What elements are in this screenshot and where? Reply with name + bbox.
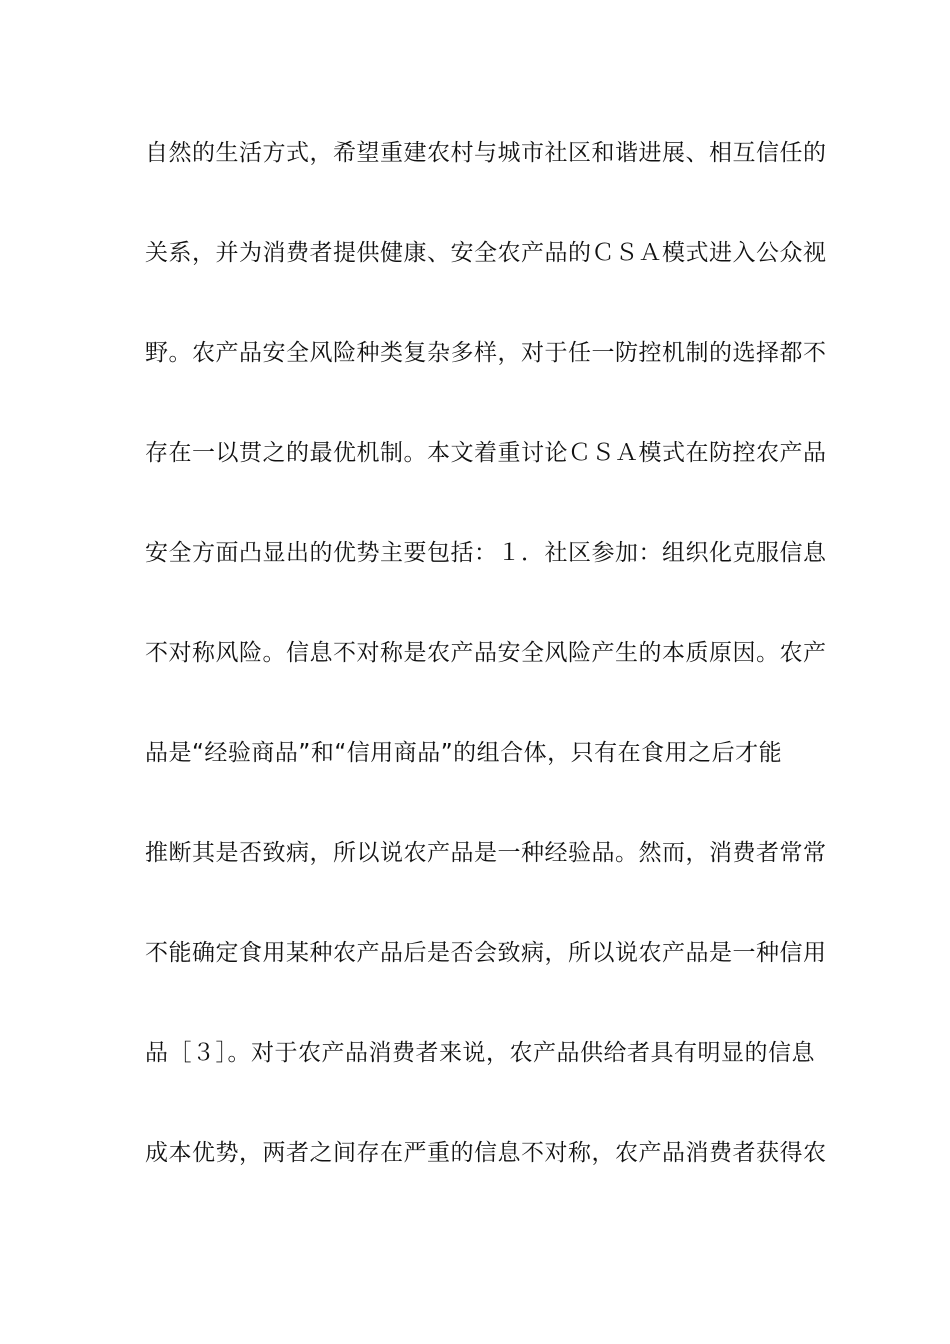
text-line: 不对称风险。信息不对称是农产品安全风险产生的本质原因。农产 bbox=[145, 640, 827, 666]
body-text bbox=[145, 134, 827, 1234]
text-line: 安全方面凸显出的优势主要包括：１．社区参加：组织化克服信息 bbox=[145, 540, 827, 566]
text-line: 成本优势，两者之间存在严重的信息不对称，农产品消费者获得农 bbox=[145, 1140, 827, 1166]
text-line: 自然的生活方式，希望重建农村与城市社区和谐进展、相互信任的 bbox=[145, 140, 827, 166]
text-line: 野。农产品安全风险种类复杂多样，对于任一防控机制的选择都不 bbox=[145, 340, 827, 366]
text-line: 品［３］。对于农产品消费者来说，农产品供给者具有明显的信息 bbox=[145, 1040, 815, 1066]
text-line: 关系，并为消费者提供健康、安全农产品的ＣＳＡ模式进入公众视 bbox=[145, 240, 827, 266]
text-line: 存在一以贯之的最优机制。本文着重讨论ＣＳＡ模式在防控农产品 bbox=[145, 440, 827, 466]
text-line: 品是“经验商品”和“信用商品”的组合体，只有在食用之后才能 bbox=[145, 740, 783, 766]
text-line: 推断其是否致病，所以说农产品是一种经验品。然而，消费者常常 bbox=[145, 840, 827, 866]
text-line: 不能确定食用某种农产品后是否会致病，所以说农产品是一种信用 bbox=[145, 940, 827, 966]
